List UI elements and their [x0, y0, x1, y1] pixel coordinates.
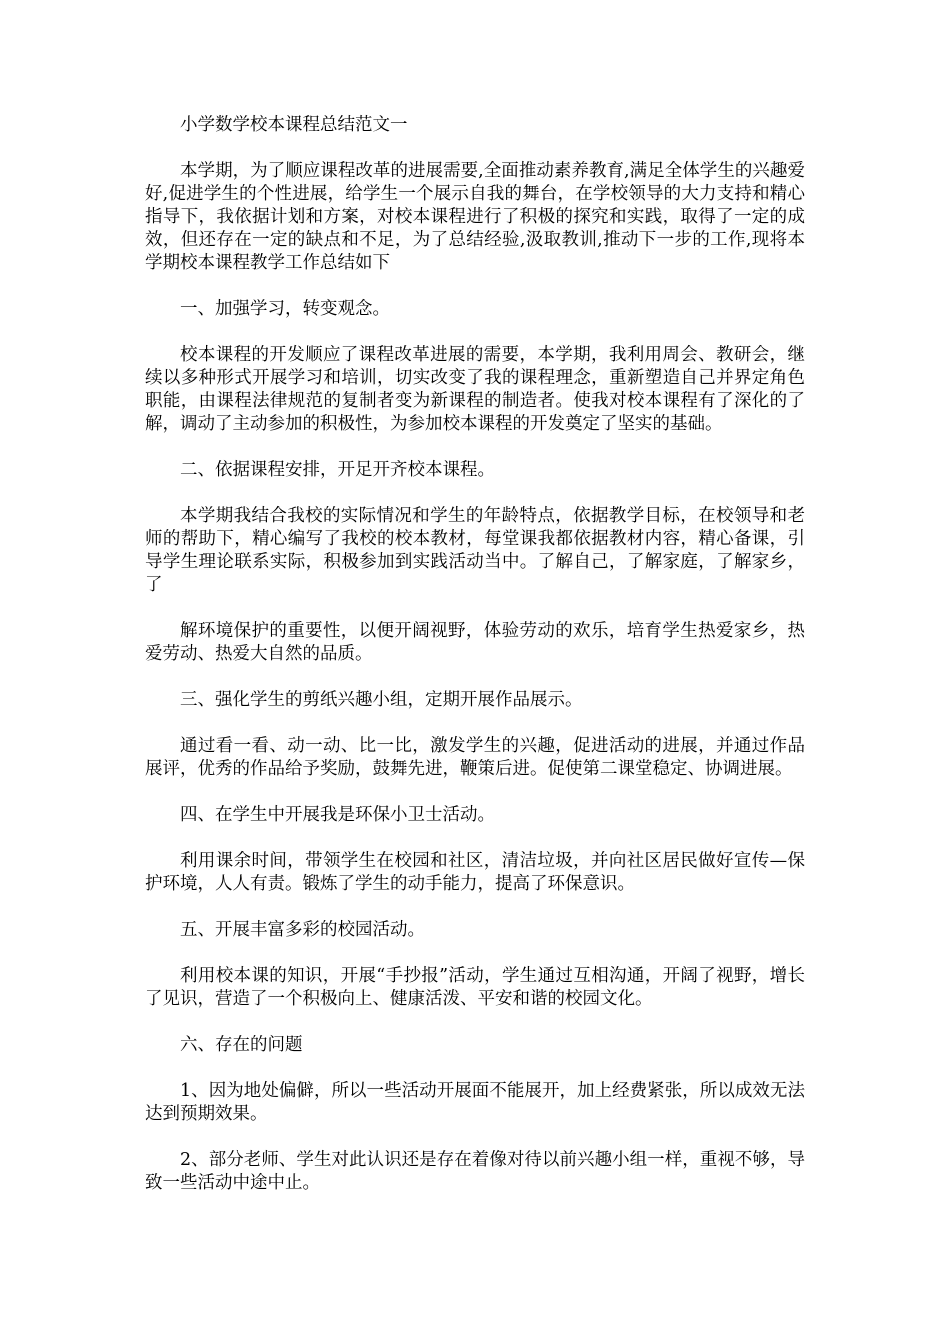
- section-paragraph-4: 利用课余时间，带领学生在校园和社区，清洁垃圾，并向社区居民做好宣传—保护环境，人人有责。锻炼了学生的动手能力，提高了环保意识。: [145, 851, 805, 894]
- problem-item-2: 2、部分老师、学生对此认识还是存在着像对待以前兴趣小组一样，重视不够，导致一些活动中途中止。: [145, 1150, 805, 1193]
- section-heading-4: 四、在学生中开展我是环保小卫士活动。: [180, 805, 495, 825]
- section-heading-1: 一、加强学习，转变观念。: [180, 299, 390, 319]
- document-title: 小学数学校本课程总结范文一: [180, 115, 408, 135]
- section-paragraph-5: 利用校本课的知识，开展“手抄报”活动，学生通过互相沟通，开阔了视野，增长了见识，营造了一个积极向上、健康活泼、平安和谐的校园文化。: [145, 966, 805, 1009]
- section-paragraph-1: 校本课程的开发顺应了课程改革进展的需要，本学期，我利用周会、教研会，继续以多种形式开展学习和培训，切实改变了我的课程理念，重新塑造自己并界定角色职能，由课程法律规范的复制者变为新课程的制造者。使我对校本课程有了深化的了解，调动了主动参加的积极性，为参加校本课程的开发奠定了坚实的基础。: [145, 345, 805, 434]
- section-paragraph-2a: 本学期我结合我校的实际情况和学生的年龄特点，依据教学目标，在校领导和老师的帮助下，精心编写了我校的校本教材，每堂课我都依据教材内容，精心备课，引导学生理论联系实际，积极参加到实践活动当中。了解自己，了解家庭，了解家乡，了: [145, 506, 805, 595]
- section-paragraph-2b: 解环境保护的重要性，以便开阔视野，体验劳动的欢乐，培育学生热爱家乡，热爱劳动、热爱大自然的品质。: [145, 621, 805, 664]
- intro-paragraph: 本学期，为了顺应课程改革的进展需要,全面推动素养教育,满足全体学生的兴趣爱好,促进学生的个性进展，给学生一个展示自我的舞台，在学校领导的大力支持和精心指导下，我依据计划和方案，对校本课程进行了积极的探究和实践，取得了一定的成效，但还存在一定的缺点和不足，为了总结经验,汲取教训,推动下一步的工作,现将本学期校本课程教学工作总结如下: [145, 161, 805, 273]
- section-heading-3: 三、强化学生的剪纸兴趣小组，定期开展作品展示。: [180, 690, 583, 710]
- document-body: [145, 114, 805, 1218]
- section-heading-6: 六、存在的问题: [180, 1035, 303, 1055]
- section-heading-2: 二、依据课程安排，开足开齐校本课程。: [180, 460, 495, 480]
- problem-item-1: 1、因为地处偏僻，所以一些活动开展面不能展开，加上经费紧张，所以成效无法达到预期效果。: [145, 1081, 805, 1124]
- section-heading-5: 五、开展丰富多彩的校园活动。: [180, 920, 425, 940]
- section-paragraph-3: 通过看一看、动一动、比一比，激发学生的兴趣，促进活动的进展，并通过作品展评，优秀的作品给予奖励，鼓舞先进，鞭策后进。促使第二课堂稳定、协调进展。: [145, 736, 805, 779]
